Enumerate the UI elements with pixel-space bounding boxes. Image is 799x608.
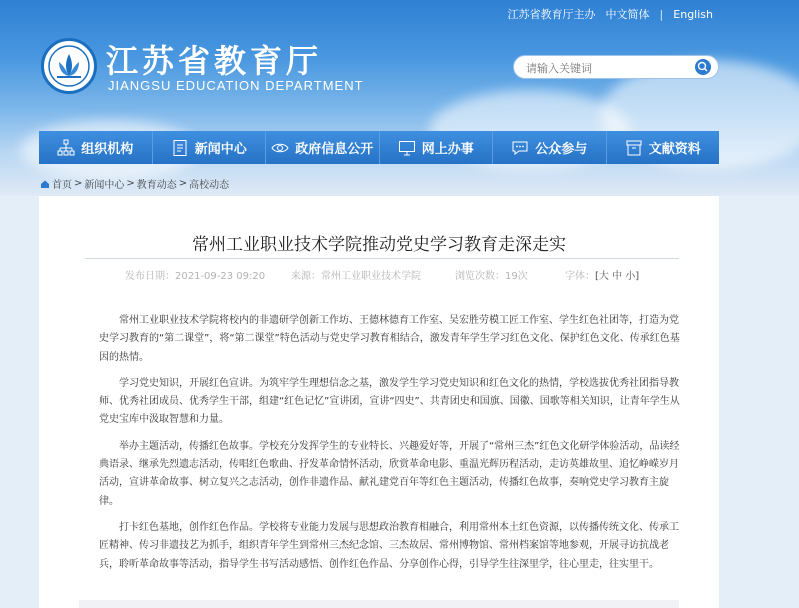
article-paragraph: 举办主题活动，传播红色故事。学校充分发挥学生的专业特长、兴趣爱好等，开展了“常州三杰”红色文化研学体验活动，品读经典语录、继承先烈遗志活动，传唱红色歌曲、抒发革命情怀活动，欣赏革命电影、重温光辉历程活动，走访英雄故里、追忆峥嵘岁月活动，宣讲革命故事、树立复兴之志活动，创作非遗作品、献礼建党百年等红色主题活动，传播红色故事，奏响党史学习教育主旋律。 <box>99 440 680 507</box>
divider: | <box>659 7 664 21</box>
document-icon <box>171 139 189 157</box>
search-input[interactable] <box>524 59 688 77</box>
search-box <box>513 55 719 79</box>
article-title: 常州工业职业技术学院推动党史学习教育走深走实 <box>192 235 566 255</box>
search-icon[interactable] <box>694 58 712 76</box>
nav-label: 组织机构 <box>81 142 134 157</box>
article-source: 来源：常州工业职业技术学院 <box>291 271 421 282</box>
font-medium-button[interactable]: 中 <box>612 271 623 282</box>
nav-item-gov-info[interactable] <box>266 131 380 164</box>
font-small-button[interactable]: 小 <box>625 271 636 282</box>
nav-item-archive[interactable] <box>607 131 720 164</box>
font-size-label: 字体： <box>565 271 595 282</box>
nav-item-news[interactable] <box>153 131 267 164</box>
archive-icon <box>625 139 643 157</box>
eye-icon <box>271 139 289 157</box>
breadcrumb-item[interactable]: 新闻中心 <box>84 180 125 191</box>
chat-icon <box>511 139 529 157</box>
home-icon <box>40 179 50 189</box>
breadcrumb-item[interactable]: 高校动态 <box>189 180 230 191</box>
nav-label: 网上办事 <box>421 142 474 157</box>
breadcrumb-item[interactable]: 首页 <box>52 180 72 191</box>
bottom-strip <box>79 600 679 608</box>
article-paragraph: 学习党史知识，开展红色宣讲。为筑牢学生理想信念之基，激发学生学习党史知识和红色文化的热情，学校选拔优秀社团指导教师、优秀社团成员、优秀学生干部，组建“红色记忆”宣讲团，宣讲“四史”、共青团史和国旗、国徽、国歌等相关知识，让青年学生从党史宝库中汲取智慧和力量。 <box>99 377 680 426</box>
main-nav <box>39 131 719 164</box>
site-title: 江苏省教育厅 <box>106 42 323 80</box>
breadcrumb-item[interactable]: 教育动态 <box>136 180 177 191</box>
site-subtitle: JIANGSU EDUCATION DEPARTMENT <box>108 78 364 93</box>
site-logo[interactable] <box>41 38 97 94</box>
nav-item-online-service[interactable] <box>380 131 494 164</box>
top-utility-bar <box>508 6 713 22</box>
view-count: 浏览次数：19次 <box>455 271 528 282</box>
article-paragraph: 常州工业职业技术学院将校内的非遗研学创新工作坊、王德林德育工作室、吴宏胜劳模工匠工作室、学生红色社团等，打造为党史学习教育的“第二课堂”，将“第二课堂”特色活动与党史学习教育相结合，激发青年学生学习红色文化、保护红色文化、传承红色基因的热情。 <box>99 315 680 363</box>
nav-label: 新闻中心 <box>194 142 247 157</box>
nav-label: 公众参与 <box>535 142 588 157</box>
nav-label: 文献资料 <box>648 142 701 157</box>
nav-label: 政府信息公开 <box>295 142 374 157</box>
article-panel: 常州工业职业技术学院推动党史学习教育走深走实 发布日期：2021-09-23 09:20 来源：常州工业职业技术学院 浏览次数：19次 字体：[大 中 小] 常州工业职业技术学院将校内的非遗研学创新工作坊、王德林德育工作室、吴宏胜劳模工匠工作室、学生红色社团等，打造为党史学习教育的“第二课堂”，将“第二课堂”特色活动与党史学习教育相结合，激发青年学生学习红色文化、保护红色文化、传承红色基因的热情。 学习党史知识，开展红色宣讲。为筑牢学生理想信念之基，激发学生学习党史知识和红色文化的热情，学校选拔优秀社团指导教师、优秀社团成员、优秀学生干部，组建“红色记忆”宣讲团，宣讲“四史”、共青团史和国旗、国徽、国歌等相关知识，让青年学生从党史宝库中汲取智慧和力量。 举办主题活动，传播红色故事。学校充分发挥学生的专业特长、兴趣爱好等，开展了“常州三杰”红色文化研学体验活动，品读经典语录、继承先烈遗志活动，传唱红色歌曲、抒发革命情怀活动，欣赏革命电影、重温光辉历程活动，走访英雄故里、追忆峥嵘岁月活动，宣讲革命故事、树立复兴之志活动，创作非遗作品、献礼建党百年等红色主题活动，传播红色故事，奏响党史学习教育主旋律。 打卡红色基地，创作红色作品。学校将专业能力发展与思想政治教育相融合，利用常州本土红色资源，以传播传统文化、传承工匠精神、传习非遗技艺为抓手，组织青年学生到常州三杰纪念馆、三杰故居、常州博物馆、常州档案馆等地参观，开展寻访抗战老兵，聆听革命故事等活动，指导学生书写活动感悟、创作红色作品、分享创作心得，引导学生往深里学，往心里走，往实里干。 <box>39 196 719 608</box>
lang-en-link[interactable]: English <box>673 7 713 21</box>
monitor-icon <box>398 139 416 157</box>
font-large-button[interactable]: 大 <box>598 271 609 282</box>
nav-item-org[interactable] <box>39 131 153 164</box>
nav-item-public[interactable] <box>493 131 607 164</box>
publish-date: 发布日期：2021-09-23 09:20 <box>125 271 266 282</box>
org-chart-icon <box>57 139 75 157</box>
title-divider <box>85 258 679 259</box>
host-label: 江苏省教育厅主办 <box>507 8 596 21</box>
article-body <box>99 312 681 582</box>
site-header <box>0 0 799 196</box>
lotus-logo-icon <box>47 44 91 88</box>
article-paragraph: 打卡红色基地，创作红色作品。学校将专业能力发展与思想政治教育相融合，利用常州本土红色资源，以传播传统文化、传承工匠精神、传习非遗技艺为抓手，组织青年学生到常州三杰纪念馆、三杰故居、常州博物馆、常州档案馆等地参观，开展寻访抗战老兵，聆听革命故事等活动，指导学生书写活动感悟、创作红色作品、分享创作心得，引导学生往深里学，往心里走，往实里干。 <box>99 521 679 570</box>
breadcrumb: 首页 > 新闻中心 > 教育动态 > 高校动态 <box>40 176 229 191</box>
lang-cn-link[interactable]: 中文简体 <box>605 8 650 21</box>
